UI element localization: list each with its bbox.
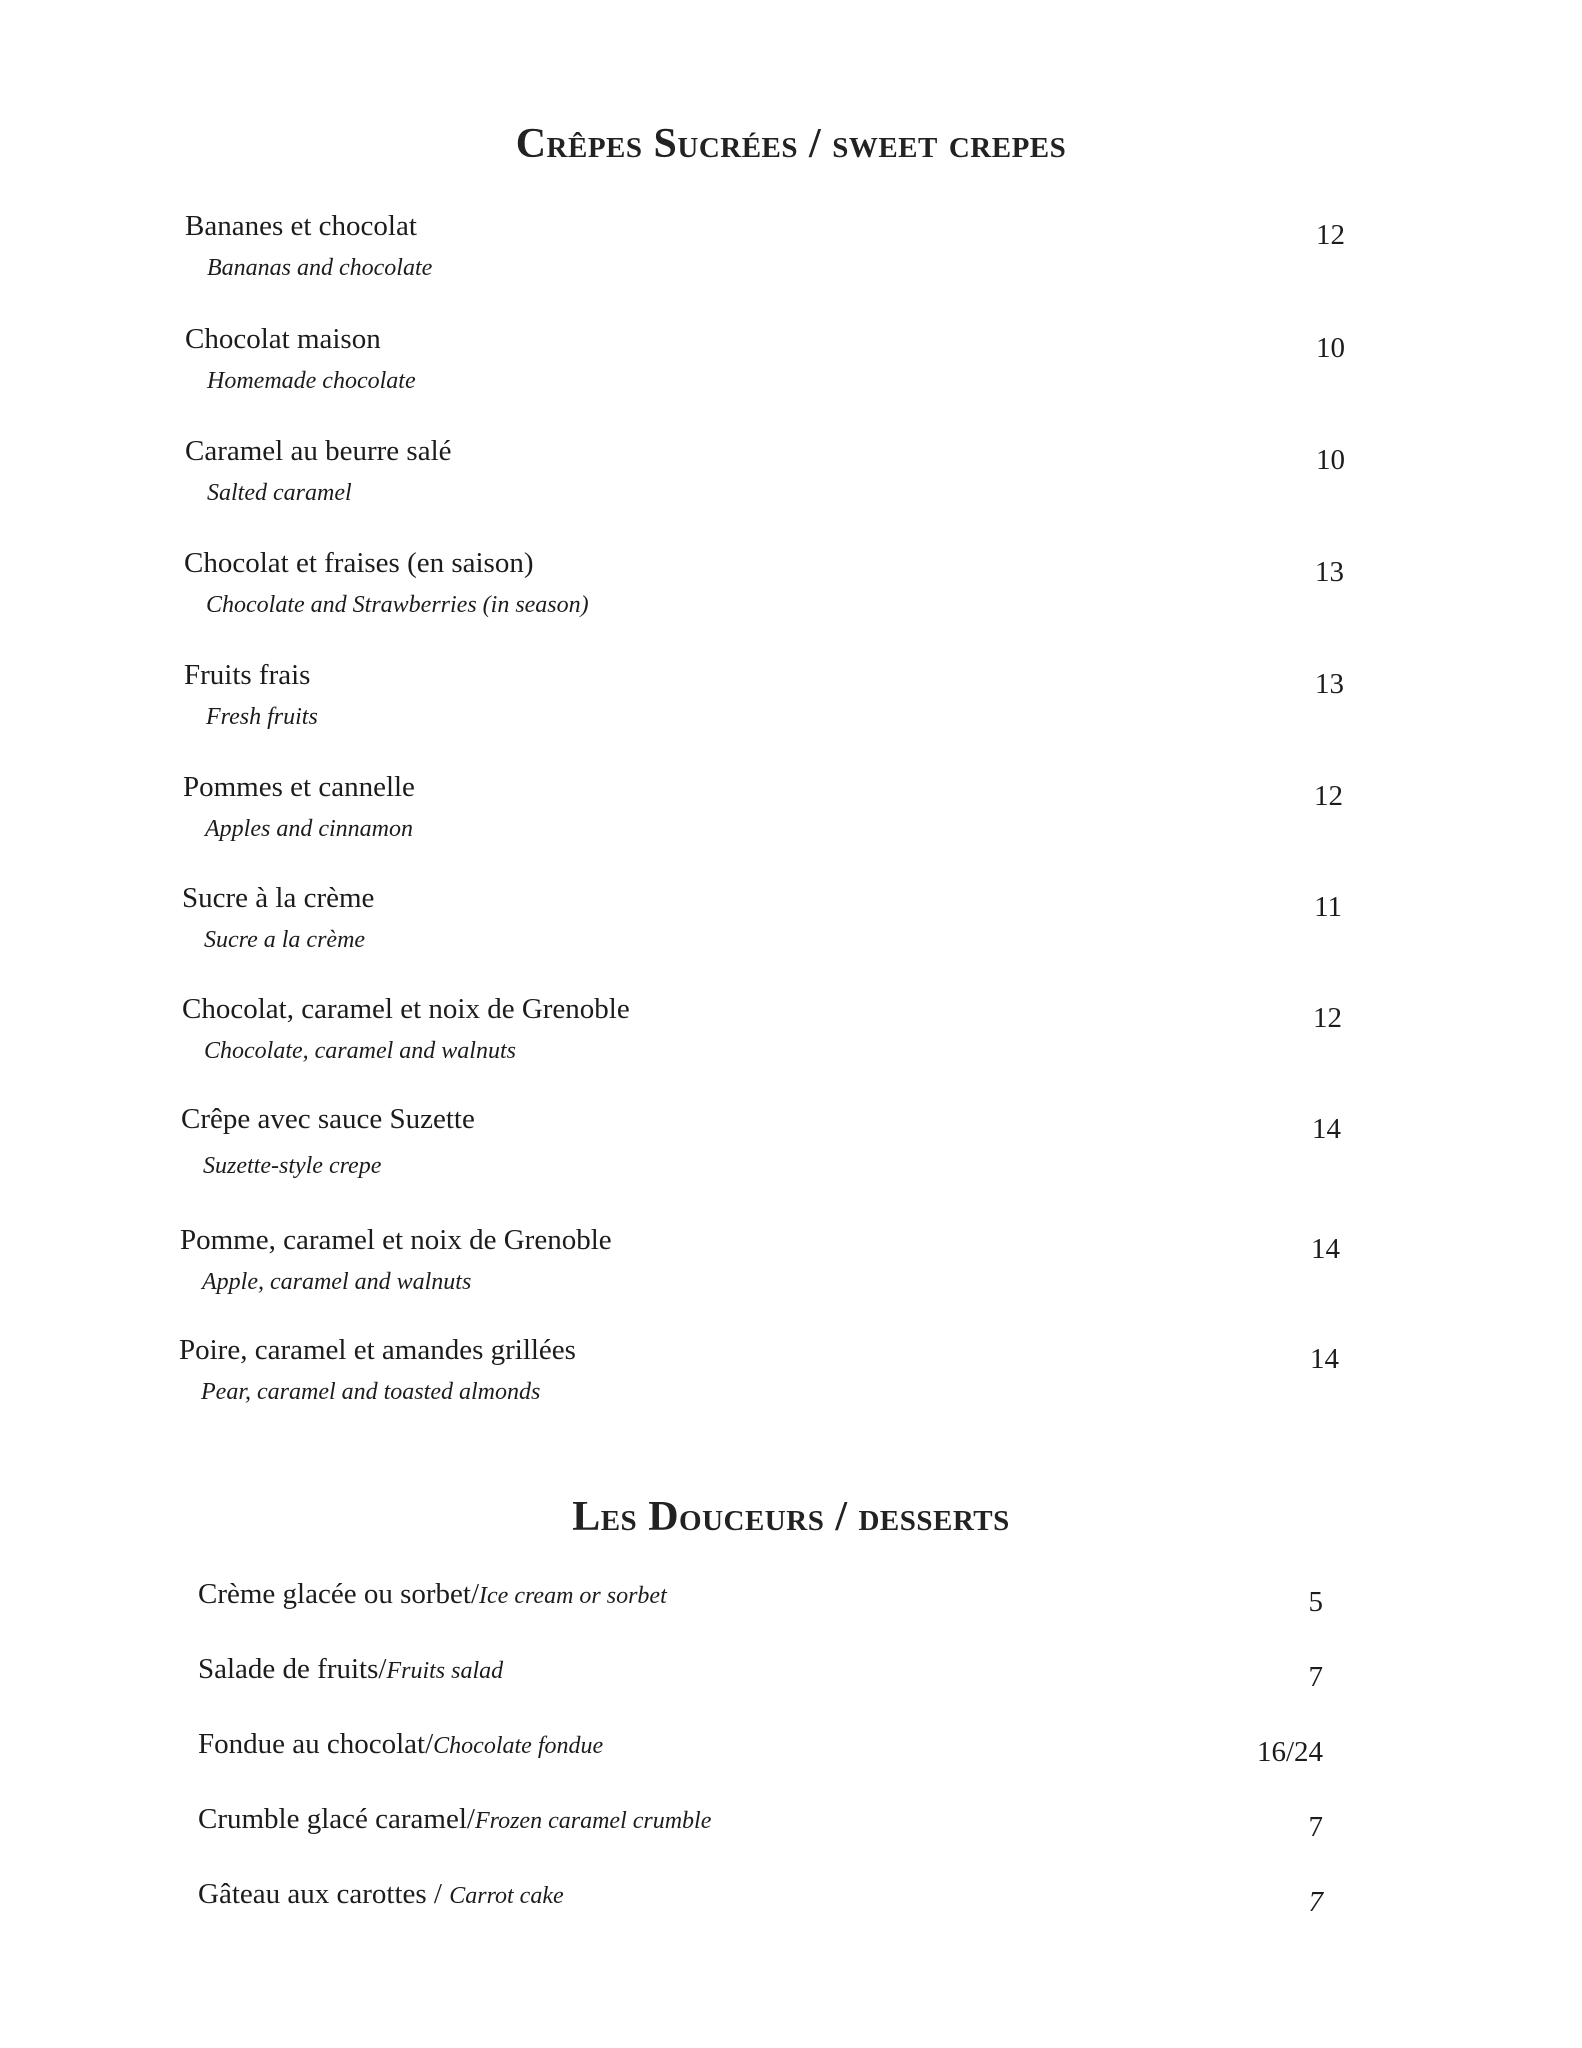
item-price: 14 [1311, 1233, 1340, 1265]
item-price: 7 [1308, 1661, 1323, 1693]
item-name-en: Fruits salad [386, 1658, 504, 1684]
item-name [198, 1578, 667, 1611]
item-price: 11 [1314, 891, 1342, 923]
menu-item [185, 435, 1345, 525]
item-price: 7 [1308, 1811, 1323, 1843]
item-name-en: Chocolate, caramel and walnuts [204, 1038, 516, 1064]
item-name-en: Fresh fruits [206, 704, 318, 730]
menu-item [184, 547, 1344, 637]
item-name-fr: Poire, caramel et amandes grillées [179, 1334, 576, 1366]
menu-item [181, 1103, 1341, 1193]
item-name-en: Chocolate fondue [433, 1733, 604, 1759]
menu-item [198, 1878, 1323, 1928]
menu-item [185, 210, 1345, 300]
item-name-fr: Bananes et chocolat [185, 210, 417, 242]
item-price: 10 [1316, 332, 1345, 364]
item-name-en: Chocolate and Strawberries (in season) [206, 592, 589, 618]
item-price: 7 [1308, 1886, 1323, 1918]
menu-item [198, 1728, 1323, 1778]
item-name-fr: Sucre à la crème [182, 882, 375, 914]
menu-item [182, 993, 1342, 1083]
item-name-en: Carrot cake [449, 1883, 564, 1909]
menu-item [184, 659, 1344, 749]
item-name-fr: Salade de fruits/ [198, 1653, 387, 1685]
item-name-fr: Crumble glacé caramel/ [198, 1803, 475, 1835]
item-price: 16/24 [1256, 1736, 1323, 1768]
item-price: 10 [1316, 444, 1345, 476]
section-title-sweet-crepes: Crêpes Sucrées / sweet crepes [515, 121, 1067, 167]
item-price: 13 [1315, 556, 1344, 588]
item-name-fr: Pommes et cannelle [183, 771, 415, 803]
menu-item [198, 1653, 1323, 1703]
item-price: 13 [1315, 668, 1344, 700]
menu-item [198, 1803, 1323, 1853]
item-name-fr: Pomme, caramel et noix de Grenoble [180, 1224, 612, 1256]
item-name-en: Suzette-style crepe [203, 1153, 382, 1179]
item-name-fr: Gâteau aux carottes / [198, 1878, 450, 1910]
item-price: 12 [1316, 219, 1345, 251]
menu-item [185, 323, 1345, 413]
menu-item [179, 1334, 1339, 1424]
item-price: 12 [1314, 780, 1343, 812]
item-name-en: Salted caramel [207, 480, 352, 506]
item-price: 5 [1308, 1586, 1323, 1618]
item-name-fr: Chocolat et fraises (en saison) [184, 547, 534, 579]
item-price: 14 [1310, 1343, 1339, 1375]
item-name-fr: Crêpe avec sauce Suzette [181, 1103, 475, 1135]
item-name-fr: Crème glacée ou sorbet/ [198, 1578, 480, 1610]
item-name [198, 1653, 503, 1686]
menu-item [198, 1578, 1323, 1628]
item-name-fr: Fondue au chocolat/ [198, 1728, 434, 1760]
item-price: 12 [1313, 1002, 1342, 1034]
item-name-fr: Chocolat, caramel et noix de Grenoble [182, 993, 630, 1025]
item-name-fr: Fruits frais [184, 659, 311, 691]
item-name [198, 1878, 564, 1911]
item-name-en: Apples and cinnamon [205, 816, 413, 842]
item-name [198, 1728, 603, 1761]
item-name [198, 1803, 711, 1836]
item-name-en: Pear, caramel and toasted almonds [201, 1379, 541, 1405]
item-name-en: Frozen caramel crumble [474, 1808, 712, 1834]
item-name-fr: Chocolat maison [185, 323, 381, 355]
item-name-en: Ice cream or sorbet [479, 1583, 667, 1609]
item-name-en: Homemade chocolate [207, 368, 416, 394]
menu-item [182, 882, 1342, 972]
section-title-desserts: Les Douceurs / desserts [572, 1494, 1010, 1540]
menu-item [183, 771, 1343, 861]
item-price: 14 [1312, 1113, 1341, 1145]
item-name-fr: Caramel au beurre salé [185, 435, 452, 467]
item-name-en: Sucre a la crème [204, 927, 366, 953]
item-name-en: Bananas and chocolate [207, 255, 433, 281]
menu-item [180, 1224, 1340, 1314]
item-name-en: Apple, caramel and walnuts [202, 1269, 472, 1295]
